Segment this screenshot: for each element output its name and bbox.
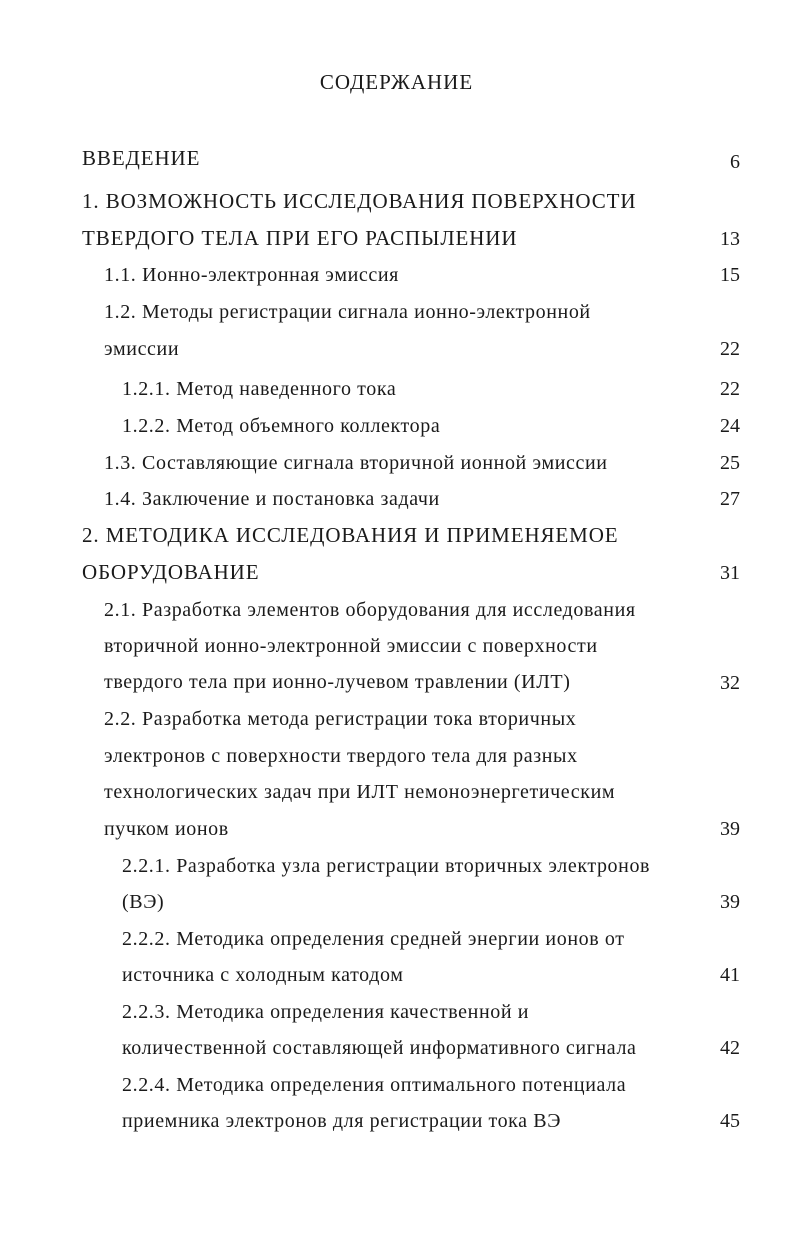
toc-entry-text: вторичной ионно-электронной эмиссии с поверхности <box>104 635 598 657</box>
toc-entry-text: источника с холодным катодом <box>122 964 404 986</box>
toc-entry-text: ВВЕДЕНИЕ <box>82 146 201 170</box>
toc-entry-text: 1.3. Составляющие сигнала вторичной ионной эмиссии <box>104 452 608 474</box>
toc-page-number: 22 <box>720 338 740 360</box>
toc-entry-text: приемника электронов для регистрации тока ВЭ <box>122 1110 561 1132</box>
toc-page-number: 32 <box>720 672 740 694</box>
toc-page-number: 45 <box>720 1110 740 1132</box>
toc-entry-text: 2.2. Разработка метода регистрации тока вторичных <box>104 708 577 730</box>
toc-entry-text: 2. МЕТОДИКА ИССЛЕДОВАНИЯ И ПРИМЕНЯЕМОЕ <box>82 523 619 547</box>
toc-page-number: 27 <box>720 488 740 510</box>
toc-page-number: 15 <box>720 264 740 286</box>
page-title: СОДЕРЖАНИЕ <box>319 70 474 94</box>
toc-entry-text: ТВЕРДОГО ТЕЛА ПРИ ЕГО РАСПЫЛЕНИИ <box>82 226 518 250</box>
toc-page-number: 6 <box>730 151 740 173</box>
toc-entry-text: 2.2.4. Методика определения оптимального потенциала <box>122 1074 627 1096</box>
toc-entry-text: количественной составляющей информативного сигнала <box>122 1037 637 1059</box>
toc-entry-text: 1. ВОЗМОЖНОСТЬ ИССЛЕДОВАНИЯ ПОВЕРХНОСТИ <box>82 189 637 213</box>
toc-entry-text: 1.2. Методы регистрации сигнала ионно-электронной <box>104 301 591 323</box>
toc-entry-text: 2.1. Разработка элементов оборудования для исследования <box>104 599 636 621</box>
toc-page-number: 42 <box>720 1037 740 1059</box>
toc-page-number: 25 <box>720 452 740 474</box>
toc-entry-text: 2.2.1. Разработка узла регистрации вторичных электронов <box>122 855 651 877</box>
toc-page-number: 39 <box>720 818 740 840</box>
toc-entry-text: 2.2.3. Методика определения качественной и <box>122 1001 530 1023</box>
toc-entry-text: твердого тела при ионно-лучевом травлении (ИЛТ) <box>104 671 571 693</box>
toc-page-number: 22 <box>720 378 740 400</box>
toc-page-number: 13 <box>720 228 740 250</box>
toc-entry-text: ОБОРУДОВАНИЕ <box>82 560 260 584</box>
toc-entry-text: электронов с поверхности твердого тела для разных <box>104 745 578 767</box>
toc-page-number: 24 <box>720 415 740 437</box>
toc-page-number: 31 <box>720 562 740 584</box>
toc-entry-text: 1.1. Ионно-электронная эмиссия <box>104 264 399 286</box>
toc-entry-text: 1.2.2. Метод объемного коллектора <box>122 415 441 437</box>
toc-page-number: 41 <box>720 964 740 986</box>
toc-entry-text: эмиссии <box>104 338 180 360</box>
toc-entry-text: (ВЭ) <box>122 891 165 913</box>
toc-entry-text: 2.2.2. Методика определения средней энергии ионов от <box>122 928 625 950</box>
toc-entry-text: 1.2.1. Метод наведенного тока <box>122 378 397 400</box>
toc-entry-text: технологических задач при ИЛТ немоноэнергетическим <box>104 781 616 803</box>
toc-entry-text: 1.4. Заключение и постановка задачи <box>104 488 440 510</box>
toc-page-number: 39 <box>720 891 740 913</box>
toc-entry-text: пучком ионов <box>104 818 229 840</box>
